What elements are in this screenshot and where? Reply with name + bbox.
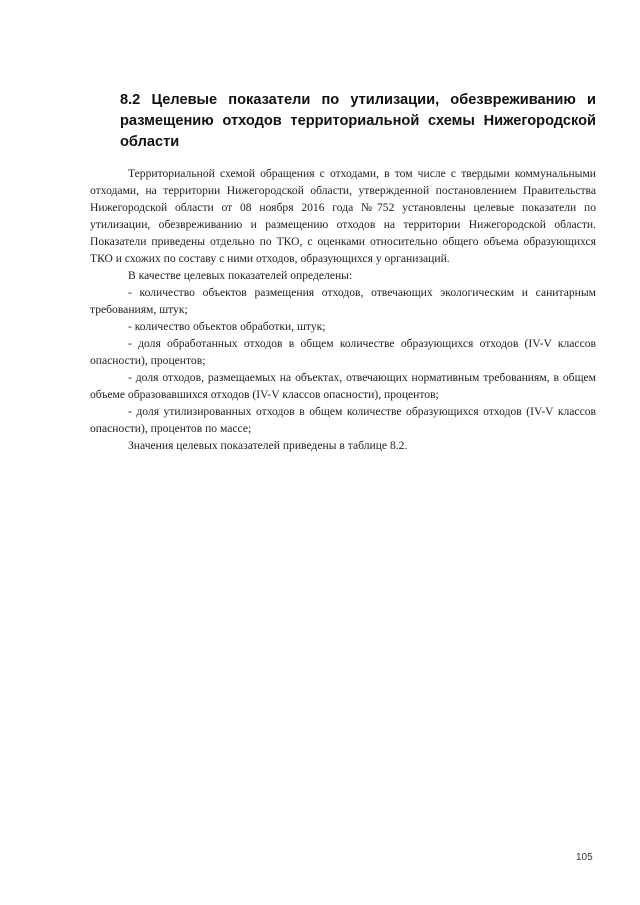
list-item: - доля обработанных отходов в общем количестве образующихся отходов (IV-V классов опасности), процентов; xyxy=(90,337,596,367)
table-reference: Значения целевых показателей приведены в таблице 8.2. xyxy=(128,439,408,452)
section-body xyxy=(90,165,596,454)
section-heading: 8.2 Целевые показатели по утилизации, обезвреживанию и размещению отходов территориальной схемы Нижегородской области xyxy=(120,92,596,150)
indicators-intro: В качестве целевых показателей определены: xyxy=(128,269,353,282)
list-item: - количество объектов размещения отходов, отвечающих экологическим и санитарным требованиям, штук; xyxy=(90,286,596,316)
list-item: - доля отходов, размещаемых на объектах, отвечающих нормативным требованиям, в общем объеме образовавшихся отходов (IV-V классов опасности), процентов; xyxy=(90,371,596,401)
list-item: - доля утилизированных отходов в общем количестве образующихся отходов (IV-V классов опасности), процентов по массе; xyxy=(90,405,596,435)
intro-paragraph: Территориальной схемой обращения с отходами, в том числе с твердыми коммунальными отходами, на территории Нижегородской области, утвержденной постановлением Правительства Нижегородской области от 08 ноября 2016 года №752 установлены целевые показатели по утилизации, обезвреживанию и размещению отходов на территории Нижегородской области. Показатели приведены отдельно по ТКО, с оценками относительно общего объема образующихся ТКО и схожих по составу с ними отходов, образующихся у организаций. xyxy=(90,167,596,265)
page-number: 105 xyxy=(576,852,593,863)
list-item: - количество объектов обработки, штук; xyxy=(128,320,326,333)
